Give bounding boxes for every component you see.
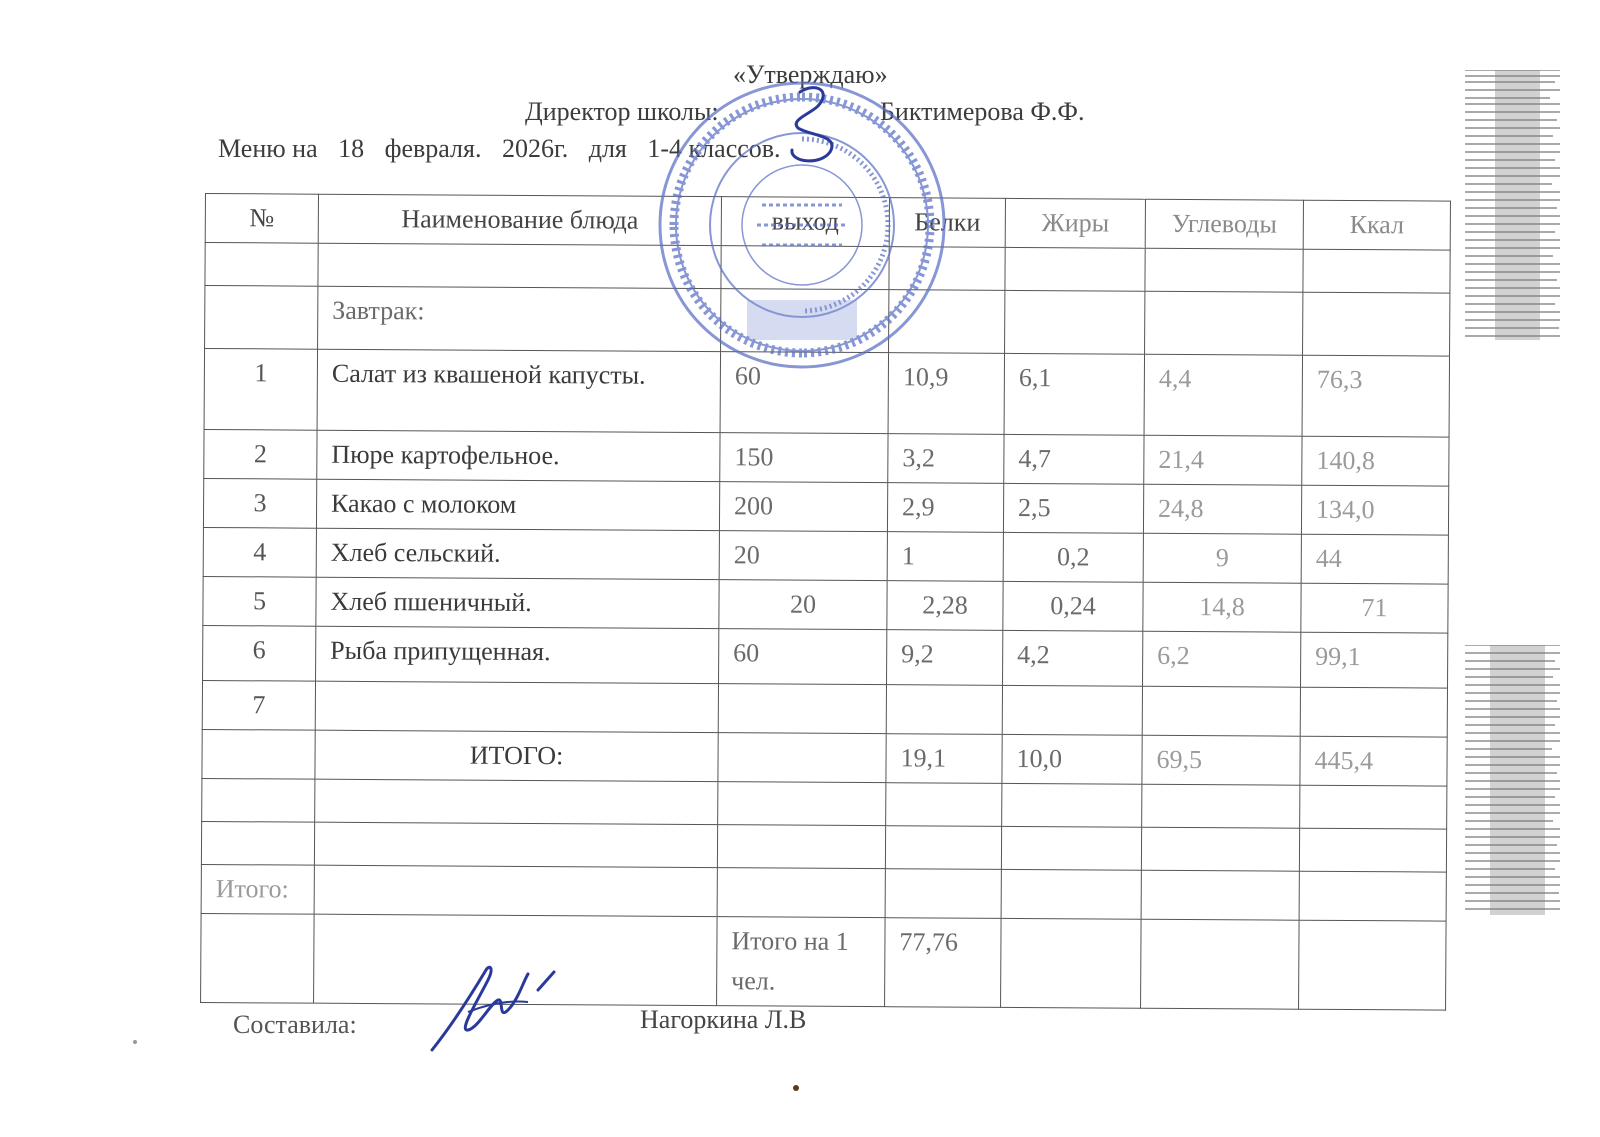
itogo-label: ИТОГО: (315, 730, 718, 781)
menu-day: 18 (338, 134, 365, 163)
dish-output: 60 (720, 352, 888, 434)
table-row (203, 576, 1448, 633)
row-number: 5 (203, 576, 316, 626)
table-row (202, 778, 1447, 829)
table-row (203, 478, 1448, 535)
scan-edge-artifact (1465, 70, 1560, 340)
dish-proteins: 2,28 (887, 581, 1003, 631)
dish-kcal: 71 (1301, 583, 1448, 633)
col-header-output: выход (721, 197, 889, 247)
dish-name: Какао с молоком (316, 479, 719, 530)
dish-proteins: 1 (887, 532, 1003, 582)
dish-kcal: 44 (1301, 534, 1448, 584)
dish-fats: 4,7 (1004, 434, 1144, 484)
col-header-carbs: Углеводы (1145, 199, 1303, 249)
dish-fats: 4,2 (1003, 630, 1143, 686)
section-label: Завтрак: (318, 286, 721, 351)
col-header-kcal: Ккал (1303, 200, 1450, 250)
col-header-proteins: Белки (889, 198, 1005, 248)
col-header-dish: Наименование блюда (318, 194, 721, 245)
dish-kcal: 99,1 (1301, 632, 1448, 688)
dish-kcal: 134,0 (1301, 485, 1448, 535)
dish-carbs: 6,2 (1143, 631, 1301, 687)
table-row (201, 821, 1446, 872)
dish-output: 150 (720, 433, 888, 483)
col-header-fats: Жиры (1005, 198, 1145, 248)
per-person-row (201, 913, 1447, 1010)
dish-fats: 0,24 (1003, 581, 1143, 631)
dish-kcal: 140,8 (1302, 436, 1449, 486)
menu-classes: 1-4 классов. (647, 134, 781, 163)
dish-carbs: 21,4 (1144, 435, 1302, 485)
dish-proteins: 2,9 (887, 483, 1003, 533)
row-number: 4 (203, 527, 316, 577)
scan-edge-artifact (1465, 645, 1560, 915)
col-header-number: № (205, 194, 318, 244)
director-signature (770, 80, 850, 170)
dish-carbs: 9 (1143, 533, 1301, 583)
per-person-value: 77,76 (885, 918, 1002, 1008)
dish-carbs: 14,8 (1143, 582, 1301, 632)
menu-month: февраля. (384, 134, 482, 163)
composer-signature (428, 960, 568, 1060)
row-number: 7 (202, 680, 315, 730)
composed-by-name: Нагоркина Л.В (640, 1005, 807, 1034)
itogo2-row (201, 864, 1446, 921)
dish-fats: 2,5 (1003, 483, 1143, 533)
dish-fats: 0,2 (1003, 532, 1143, 582)
director-name: Биктимерова Ф.Ф. (880, 97, 1085, 126)
dish-kcal: 76,3 (1302, 355, 1449, 437)
dish-output: 60 (719, 629, 887, 685)
row-number: 1 (204, 349, 317, 431)
menu-prefix: Меню на (218, 134, 318, 163)
itogo-row (202, 729, 1447, 786)
table-row (203, 527, 1448, 584)
itogo-proteins: 19,1 (886, 734, 1002, 784)
dish-name: Хлеб пшеничный. (316, 577, 719, 628)
dish-carbs: 4,4 (1144, 354, 1302, 436)
dish-proteins: 10,9 (888, 353, 1004, 435)
scan-speck (133, 1040, 137, 1044)
dish-carbs: 24,8 (1143, 484, 1301, 534)
dish-name: Салат из квашеной капусты. (317, 349, 720, 432)
table-row (204, 429, 1449, 486)
per-person-label: Итого на 1 чел. (717, 917, 886, 1007)
composed-by-label: Составила: (233, 1010, 357, 1039)
itogo-carbs: 69,5 (1142, 735, 1300, 785)
dish-proteins: 3,2 (888, 434, 1004, 484)
dish-name: Хлеб сельский. (316, 528, 719, 579)
dish-output: 200 (719, 482, 887, 532)
table-row (203, 625, 1448, 688)
menu-for: для (588, 134, 627, 163)
dish-name: Пюре картофельное. (317, 430, 720, 481)
dish-fats: 6,1 (1004, 353, 1144, 435)
row-number: 3 (203, 478, 316, 528)
itogo-fats: 10,0 (1002, 734, 1142, 784)
table-row (202, 680, 1447, 737)
dish-output: 20 (719, 580, 887, 630)
row-number: 6 (203, 625, 316, 681)
itogo2-label: Итого: (201, 864, 314, 914)
scan-speck (793, 1085, 799, 1091)
director-label: Директор школы: (525, 97, 719, 126)
row-number: 2 (204, 429, 317, 479)
approval-heading: «Утверждаю» (733, 60, 888, 89)
itogo-kcal: 445,4 (1300, 736, 1447, 786)
dish-output: 20 (719, 531, 887, 581)
dish-name: Рыба припущенная. (316, 626, 719, 683)
dish-proteins: 9,2 (887, 630, 1003, 686)
menu-year: 2026г. (501, 134, 569, 163)
